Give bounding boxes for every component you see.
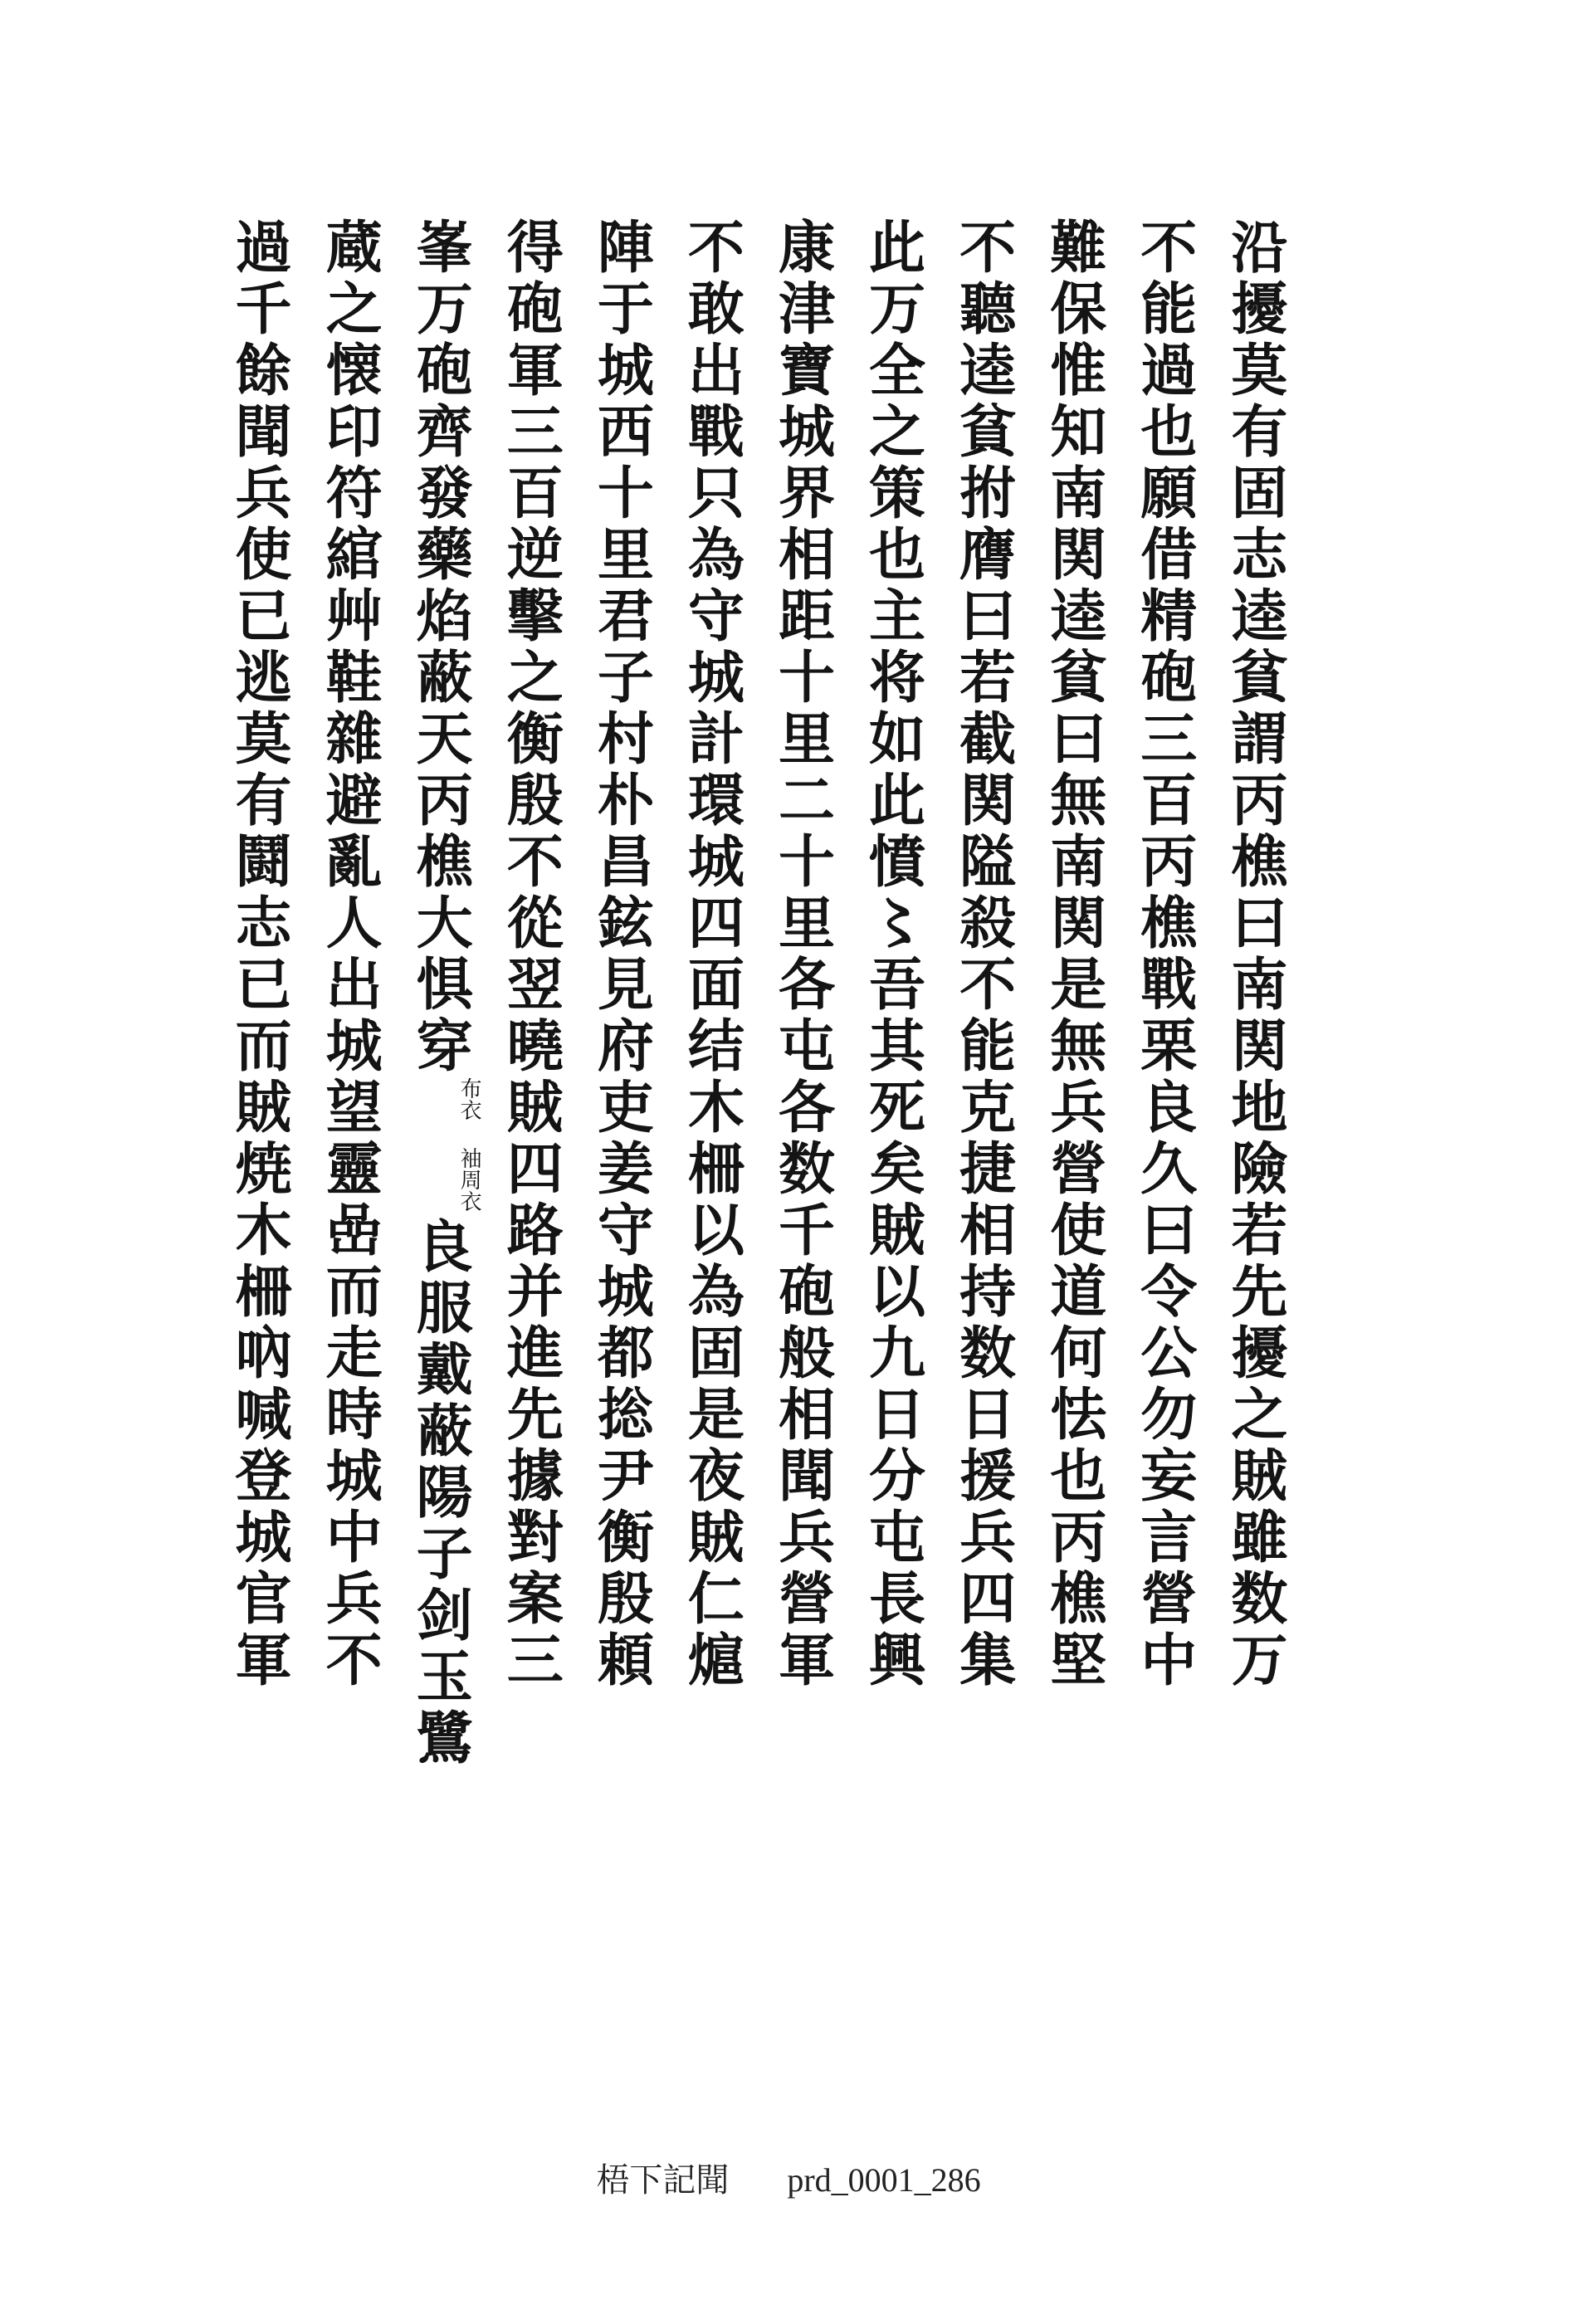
text-column-4 (942, 217, 1025, 1692)
column-text: 不敢出戰只為守城計環城四面结木柵以為固是夜賊仁熩 (678, 217, 745, 1692)
column-text: 過千餘聞兵使已逃莫有鬪志已而賊焼木柵吶喊登城官軍 (226, 217, 292, 1692)
text-column-11 (308, 217, 391, 1692)
text-column-2 (1123, 217, 1206, 1692)
page-footer (0, 2154, 1577, 2201)
text-column-3 (1033, 217, 1116, 1692)
text-column-12 (217, 217, 300, 1692)
text-column-7 (670, 217, 753, 1692)
column-text: 峯万砲齊發藥焰蔽天丙樵大惧穿 (407, 217, 474, 1077)
text-column-6 (760, 217, 843, 1692)
column-text: 良服戴蔽陽子剑玉鷺 (407, 1217, 474, 1770)
text-column-10 (398, 217, 481, 1770)
column-text: 陣于城西十里君子村朴昌鉉見府吏姜守城都捴尹衡殷頼 (588, 217, 655, 1692)
column-text: 不能過也願借精砲三百丙樵戰栗良久曰令公勿妄言營中 (1130, 217, 1198, 1692)
text-column-1 (1213, 217, 1296, 1692)
interlinear-note: 袖周衣 (456, 1147, 482, 1212)
column-text: 難保惟知南関逵貧曰無南関是無兵營使道何怯也丙樵堅 (1040, 217, 1107, 1692)
column-text: 得砲軍三百逆擊之衡殷不從翌曉賊四路并進先據對案三 (497, 217, 564, 1692)
column-text: 蔵之懐印符綰艸鞋雜避亂人出城望靈嵒而走時城中兵不 (316, 217, 383, 1692)
page-id: prd_0001_286 (787, 2161, 981, 2199)
column-text: 康津寶城界相距十里二十里各屯各数千砲般相聞兵營軍 (769, 217, 836, 1692)
text-column-8 (579, 217, 662, 1692)
column-text: 沿擾莫有固志逵貧謂丙樵曰南関地險若先擾之賊雖数万 (1221, 217, 1288, 1692)
column-text: 不聽逵貧拊膺曰若截関隘殺不能克捷相持数日援兵四集 (950, 217, 1017, 1692)
manuscript-text-block (217, 217, 1296, 1794)
text-column-9 (489, 217, 572, 1692)
column-text: 此万全之策也主将如此憤〻吾其死矣賊以九日分屯長興 (859, 217, 926, 1692)
book-title: 梧下記聞 (596, 2161, 730, 2199)
interlinear-note: 布衣 (456, 1077, 482, 1120)
text-column-5 (852, 217, 935, 1692)
